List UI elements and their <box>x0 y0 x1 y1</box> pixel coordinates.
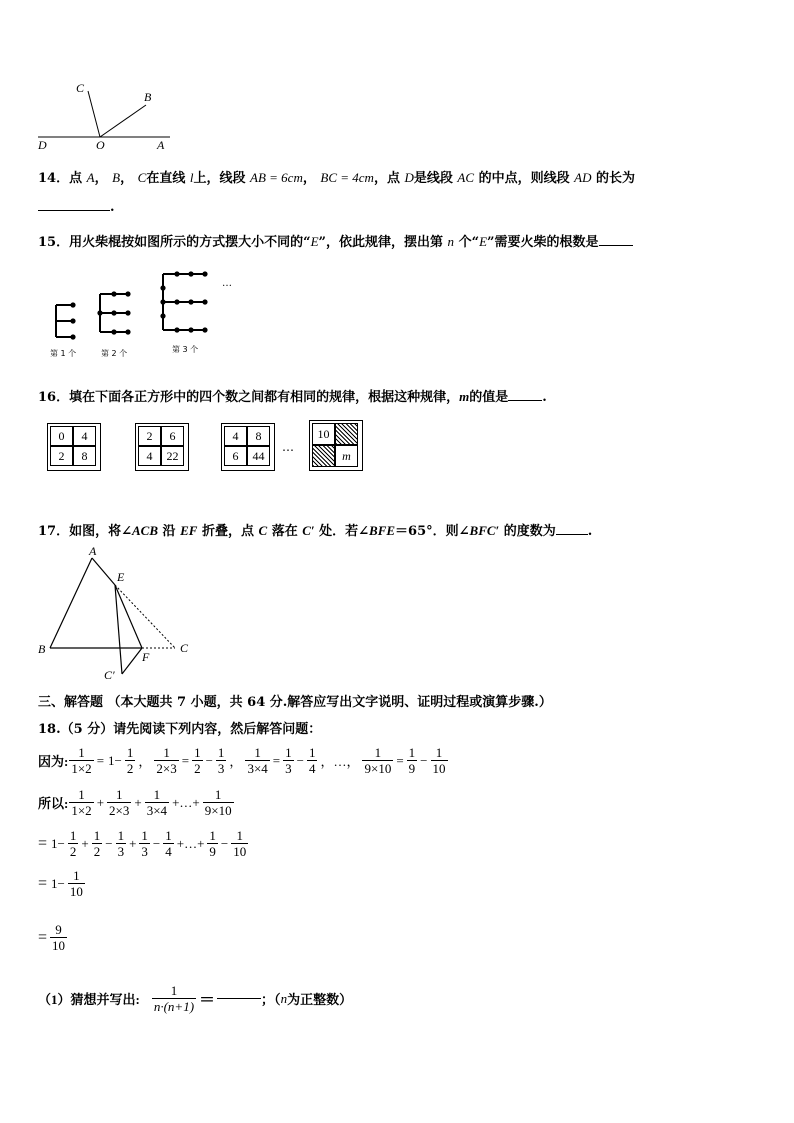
comma: ， <box>138 754 152 769</box>
q14-answer-line <box>38 200 115 215</box>
question-18-heading: 18.（5 分）请先阅读下列内容，然后解答问题： <box>38 722 322 737</box>
side-ab <box>50 558 92 648</box>
frac: $\frac{1}{3}$ <box>141 828 148 859</box>
one-minus: 1− <box>51 875 65 891</box>
cell-br: 8 <box>73 446 96 466</box>
frac: $\frac{1}{10}$ <box>233 828 247 859</box>
q14-text: 的长为 <box>596 171 636 186</box>
cell-tr-hatched <box>335 423 358 445</box>
frac: $\frac{1}{2\times 3}$ <box>109 787 130 818</box>
frac: $\frac{1}{10}$ <box>432 745 446 776</box>
q14-text: 在直线 <box>146 171 186 186</box>
q17-ef: EF <box>180 523 198 538</box>
minus: − <box>296 752 304 768</box>
q14-b: B <box>112 170 121 185</box>
q14-text: 上，线段 <box>193 171 246 186</box>
sub1-note: ；（ <box>261 992 281 1007</box>
frac: $\frac{1}{1\times 2}$ <box>71 787 92 818</box>
matchstick-ellipsis: … <box>222 278 232 289</box>
q14-bc-eq: BC = 4cm <box>320 170 374 185</box>
section-3-heading: 三、解答题 （本大题共 7 小题，共 64 分.解答应写出文字说明、证明过程或演算步骤.） <box>38 695 552 710</box>
cell-bl: 4 <box>138 446 161 466</box>
q16-text: 的值是 <box>469 390 509 405</box>
eq: = <box>38 834 48 852</box>
q17-period: . <box>587 524 593 539</box>
q14-c: C <box>137 170 147 185</box>
cell-bl: 6 <box>224 446 247 466</box>
minus: − <box>205 752 213 768</box>
eq: = <box>38 874 48 892</box>
q14-ad: AD <box>574 170 592 185</box>
label-d: D <box>38 138 47 152</box>
cell-br: 22 <box>161 446 184 466</box>
q17-cprime: C′ <box>302 523 315 538</box>
squares-ellipsis: … <box>282 440 294 454</box>
q17-c: C <box>258 523 268 538</box>
eq: = <box>272 752 281 768</box>
label-c: C <box>76 81 85 95</box>
eq: = <box>96 752 105 768</box>
cell-tr: 8 <box>247 426 270 446</box>
q15-e: E <box>310 234 319 249</box>
q14-sep: ， <box>94 171 108 186</box>
sub1-blank <box>217 998 261 999</box>
sub1-n: n <box>280 990 288 1006</box>
q14-text: 是线段 <box>413 171 453 186</box>
q16-m: m <box>459 389 470 404</box>
frac: $\frac{1}{3}$ <box>285 745 292 776</box>
caption-1: 第 1 个 <box>50 349 77 358</box>
cell-bl-hatched <box>312 445 335 467</box>
q18-so-line <box>38 787 235 818</box>
so-label: 所以: <box>38 796 69 811</box>
q17-bfc: BFC′ <box>469 523 500 538</box>
frac: $\frac{1}{3\times 4}$ <box>247 745 268 776</box>
minus: − <box>152 835 161 851</box>
side-ae <box>92 558 115 585</box>
because-label: 因为: <box>38 754 69 769</box>
q14-number: 14． <box>38 171 70 186</box>
q14-l: l <box>189 170 194 185</box>
q16-number: 16． <box>38 390 70 405</box>
etc: ，…， <box>320 754 360 769</box>
sub1-label: （1）猜想并写出: <box>38 992 140 1007</box>
matchstick-e-3 <box>161 272 206 331</box>
frac: $\frac{1}{9}$ <box>209 828 216 859</box>
q14-ab-eq: AB = 6cm <box>250 170 303 185</box>
number-square-4 <box>309 420 363 471</box>
q16-text: 填在下面各正方形中的四个数之间都有相同的规律，根据这种规律， <box>69 390 460 405</box>
matchstick-figure <box>40 268 240 363</box>
comma: ， <box>229 754 243 769</box>
frac: $\frac{1}{3\times 4}$ <box>146 787 168 818</box>
ray-ob <box>100 105 146 137</box>
cell-tl: 4 <box>224 426 247 446</box>
frac: $\frac{1}{10}$ <box>69 868 83 899</box>
q14-text: 的中点，则线段 <box>478 171 570 186</box>
matchstick-e-1 <box>56 303 75 338</box>
q18-step-line <box>38 868 86 899</box>
frac: $\frac{1}{9\times 10}$ <box>204 787 232 818</box>
cell-br: 44 <box>247 446 270 466</box>
label-b: B <box>38 642 46 656</box>
question-14 <box>38 167 635 186</box>
q17-text: 的度数为 <box>503 524 556 539</box>
caption-3: 第 3 个 <box>172 345 199 354</box>
question-16 <box>38 386 547 405</box>
label-a: A <box>89 544 97 558</box>
q16-blank <box>508 400 542 401</box>
eq: = <box>38 928 48 946</box>
q16-period: . <box>542 390 547 405</box>
label-f: F <box>142 650 150 664</box>
frac: $\frac{1}{4}$ <box>308 745 316 776</box>
frac: $\frac{1}{9\times 10}$ <box>364 745 392 776</box>
side-fc-prime <box>122 648 142 674</box>
q14-text: ，点 <box>373 171 400 186</box>
frac: $\frac{1}{2}$ <box>93 828 101 859</box>
q17-text: 如图，将∠ <box>69 524 132 539</box>
minus: − <box>220 835 229 851</box>
q17-text: 折叠，点 <box>201 524 254 539</box>
q14-period: . <box>110 200 115 215</box>
q14-d: D <box>404 170 414 185</box>
q18-expansion-line <box>38 828 249 859</box>
minus: − <box>420 752 428 768</box>
q17-text: 落在 <box>271 524 298 539</box>
caption-2: 第 2 个 <box>101 349 128 358</box>
one-minus: 1− <box>108 752 122 768</box>
label-a: A <box>157 138 165 152</box>
q14-blank <box>38 210 110 211</box>
q18-sub1-line <box>38 983 352 1014</box>
frac: $\frac{1}{4}$ <box>165 828 172 859</box>
number-square-1 <box>47 423 101 471</box>
label-c-prime: C′ <box>104 668 115 682</box>
matchstick-e-2 <box>98 292 129 333</box>
frac: $\frac{1}{2}$ <box>194 745 201 776</box>
eq: = <box>396 752 404 768</box>
cell-tl: 0 <box>50 426 73 446</box>
q14-sep: ， <box>302 171 316 186</box>
plus: + <box>134 794 142 810</box>
q17-text: ＝65°．则∠ <box>395 524 470 539</box>
plus: + <box>96 794 105 810</box>
number-square-2 <box>135 423 189 471</box>
q14-text: 点 <box>69 171 83 186</box>
q15-e: E <box>479 234 488 249</box>
plus: + <box>129 835 137 851</box>
q17-number: 17． <box>38 524 70 539</box>
cell-br-m: m <box>335 445 358 467</box>
frac: $\frac{1}{1\times 2}$ <box>71 745 92 776</box>
label-o: O <box>96 138 105 152</box>
frac: $\frac{1}{2}$ <box>126 745 134 776</box>
number-square-3 <box>221 423 275 471</box>
frac: $\frac{9}{10}$ <box>52 922 66 953</box>
label-b: B <box>144 90 152 104</box>
q17-text: 沿 <box>162 524 176 539</box>
eq: ＝ <box>199 992 216 1009</box>
cell-tr: 6 <box>161 426 184 446</box>
one-minus: 1− <box>51 835 65 851</box>
frac: $\frac{1}{2}$ <box>69 828 77 859</box>
q15-text: ”需要火柴的根数是 <box>487 235 599 250</box>
minus: − <box>105 835 113 851</box>
frac: $\frac{1}{2\times 3}$ <box>156 745 177 776</box>
label-c: C <box>180 641 189 655</box>
frac: $\frac{1}{n\cdot(n+1)}$ <box>153 983 195 1014</box>
q15-number: 15． <box>38 235 70 250</box>
sub1-note: 为正整数） <box>287 992 353 1007</box>
q15-text: ”，依此规律，摆出第 <box>318 235 444 250</box>
label-e: E <box>117 570 125 584</box>
q15-text: 个“ <box>458 235 480 250</box>
plus-dots: +…+ <box>176 835 205 851</box>
frac: $\frac{1}{3}$ <box>117 828 125 859</box>
q17-text: 处．若∠ <box>319 524 370 539</box>
cell-tl: 10 <box>312 423 335 445</box>
q17-blank <box>556 534 588 535</box>
cell-tr: 4 <box>73 426 96 446</box>
question-15 <box>38 231 633 250</box>
question-17 <box>38 520 592 539</box>
q15-n: n <box>447 234 455 249</box>
frac: $\frac{1}{3}$ <box>217 745 225 776</box>
cell-tl: 2 <box>138 426 161 446</box>
q14-ac: AC <box>457 170 475 185</box>
q14-a: A <box>86 170 95 185</box>
frac: $\frac{1}{9}$ <box>408 745 416 776</box>
q17-bfe: BFE <box>369 523 396 538</box>
q15-blank <box>599 245 633 246</box>
q18-because-line <box>38 745 449 776</box>
cell-bl: 2 <box>50 446 73 466</box>
q15-text: 用火柴棍按如图所示的方式摆大小不同的“ <box>69 235 311 250</box>
q17-acb: ACB <box>132 523 159 538</box>
dashed-ec <box>115 585 175 648</box>
q18-result-line <box>38 922 68 953</box>
plus-dots: +…+ <box>172 794 200 810</box>
q14-sep: ， <box>120 171 134 186</box>
plus: + <box>81 835 89 851</box>
ray-oc <box>88 91 100 137</box>
eq: = <box>181 752 190 768</box>
angle-figure <box>30 75 180 155</box>
fold-triangle-figure <box>30 542 210 682</box>
